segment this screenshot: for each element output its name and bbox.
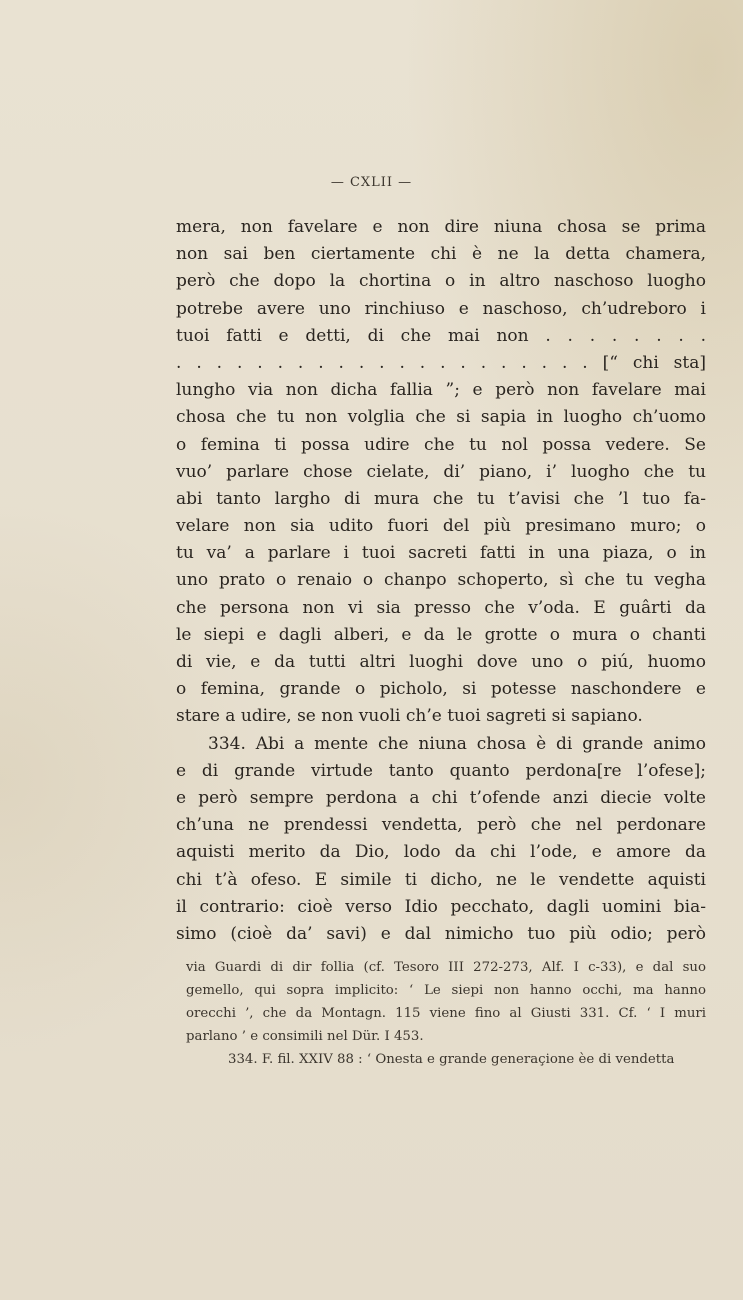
text-line: non sai ben ciertamente chi è ne la detta chamera, <box>176 244 706 265</box>
footnote-line: parlano ’ e consimili nel Dür. I 453. <box>186 1029 424 1044</box>
text-line: simo (cioè da’ savi) e dal nimicho tuo più odio; però <box>176 923 706 944</box>
text-line: tuoi fatti e detti, di che mai non . . . . . . . . <box>176 325 706 346</box>
text-line: vuo’ parlare chose cielate, di’ piano, i’ luogho che tu <box>176 461 706 482</box>
text-line: o femina, grande o picholo, si potesse naschondere e <box>176 679 706 700</box>
text-line: e però sempre perdona a chi t’ofende anzi diecie volte <box>176 787 706 808</box>
text-line: velare non sia udito fuori del più presimano muro; o <box>176 516 706 537</box>
footnote-line: gemello, qui sopra implicito: ‘ Le siepi non hanno occhi, ma hanno <box>186 983 706 998</box>
text-line: però che dopo la chortina o in altro naschoso luogho <box>176 271 706 292</box>
text-line: abi tanto largho di mura che tu t’avisi che ’l tuo fa- <box>176 488 706 509</box>
text-line: ch’una ne prendessi vendetta, però che nel perdonare <box>176 815 706 836</box>
text-line: aquisti merito da Dio, lodo da chi l’ode, e amore da <box>176 842 706 863</box>
footnote-line: orecchi ’, che da Montagn. 115 viene fino al Giusti 331. Cf. ‘ I muri <box>186 1006 706 1021</box>
text-line: o femina ti possa udire che tu nol possa vedere. Se <box>176 434 706 455</box>
text-line: uno prato o renaio o chanpo schoperto, sì che tu vegha <box>176 570 706 591</box>
text-line: che persona non vi sia presso che v’oda. E guârti da <box>176 597 706 618</box>
text-line: il contrario: cioè verso Idio pecchato, dagli uomini bia- <box>176 896 706 917</box>
footnote-line: via Guardi di dir follia (cf. Tesoro III 272-273, Alf. I c-33), e dal suo <box>186 960 706 975</box>
text-line: e di grande virtude tanto quanto perdona[re l’ofese]; <box>176 760 706 781</box>
footnotes <box>186 956 706 1071</box>
text-line: di vie, e da tutti altri luoghi dove uno o piú, huomo <box>176 652 706 672</box>
text-line: potrebe avere uno rinchiuso e naschoso, ch’udreboro i <box>176 298 706 319</box>
text-line: stare a udire, se non vuoli ch’e tuoi sagreti si sapiano. <box>176 706 643 727</box>
text-line: mera, non favelare e non dire niuna chosa se prima <box>176 217 706 237</box>
section-334-start: 334. Abi a mente che niuna chosa è di grande animo <box>208 733 706 754</box>
text-line: chi t’à ofeso. E simile ti dicho, ne le vendette aquisti <box>176 869 706 890</box>
body-text <box>176 214 706 948</box>
text-line: chosa che tu non volglia che si sapia in luogho ch’uomo <box>176 407 706 428</box>
text-line: tu va’ a parlare i tuoi sacreti fatti in una piaza, o in <box>176 543 706 564</box>
page-number-header: — CXLII — <box>330 175 413 190</box>
text-line: le siepi e dagli alberi, e da le grotte o mura o chanti <box>176 624 706 645</box>
footnote-334: 334. F. fil. XXIV 88 : ‘ Onesta e grande generaçione èe di vendetta <box>228 1052 675 1067</box>
text-line: lungho via non dicha fallia ”; e però non favelare mai <box>176 380 706 401</box>
text-line: . . . . . . . . . . . . . . . . . . . . . [“ chi sta] <box>176 352 706 373</box>
